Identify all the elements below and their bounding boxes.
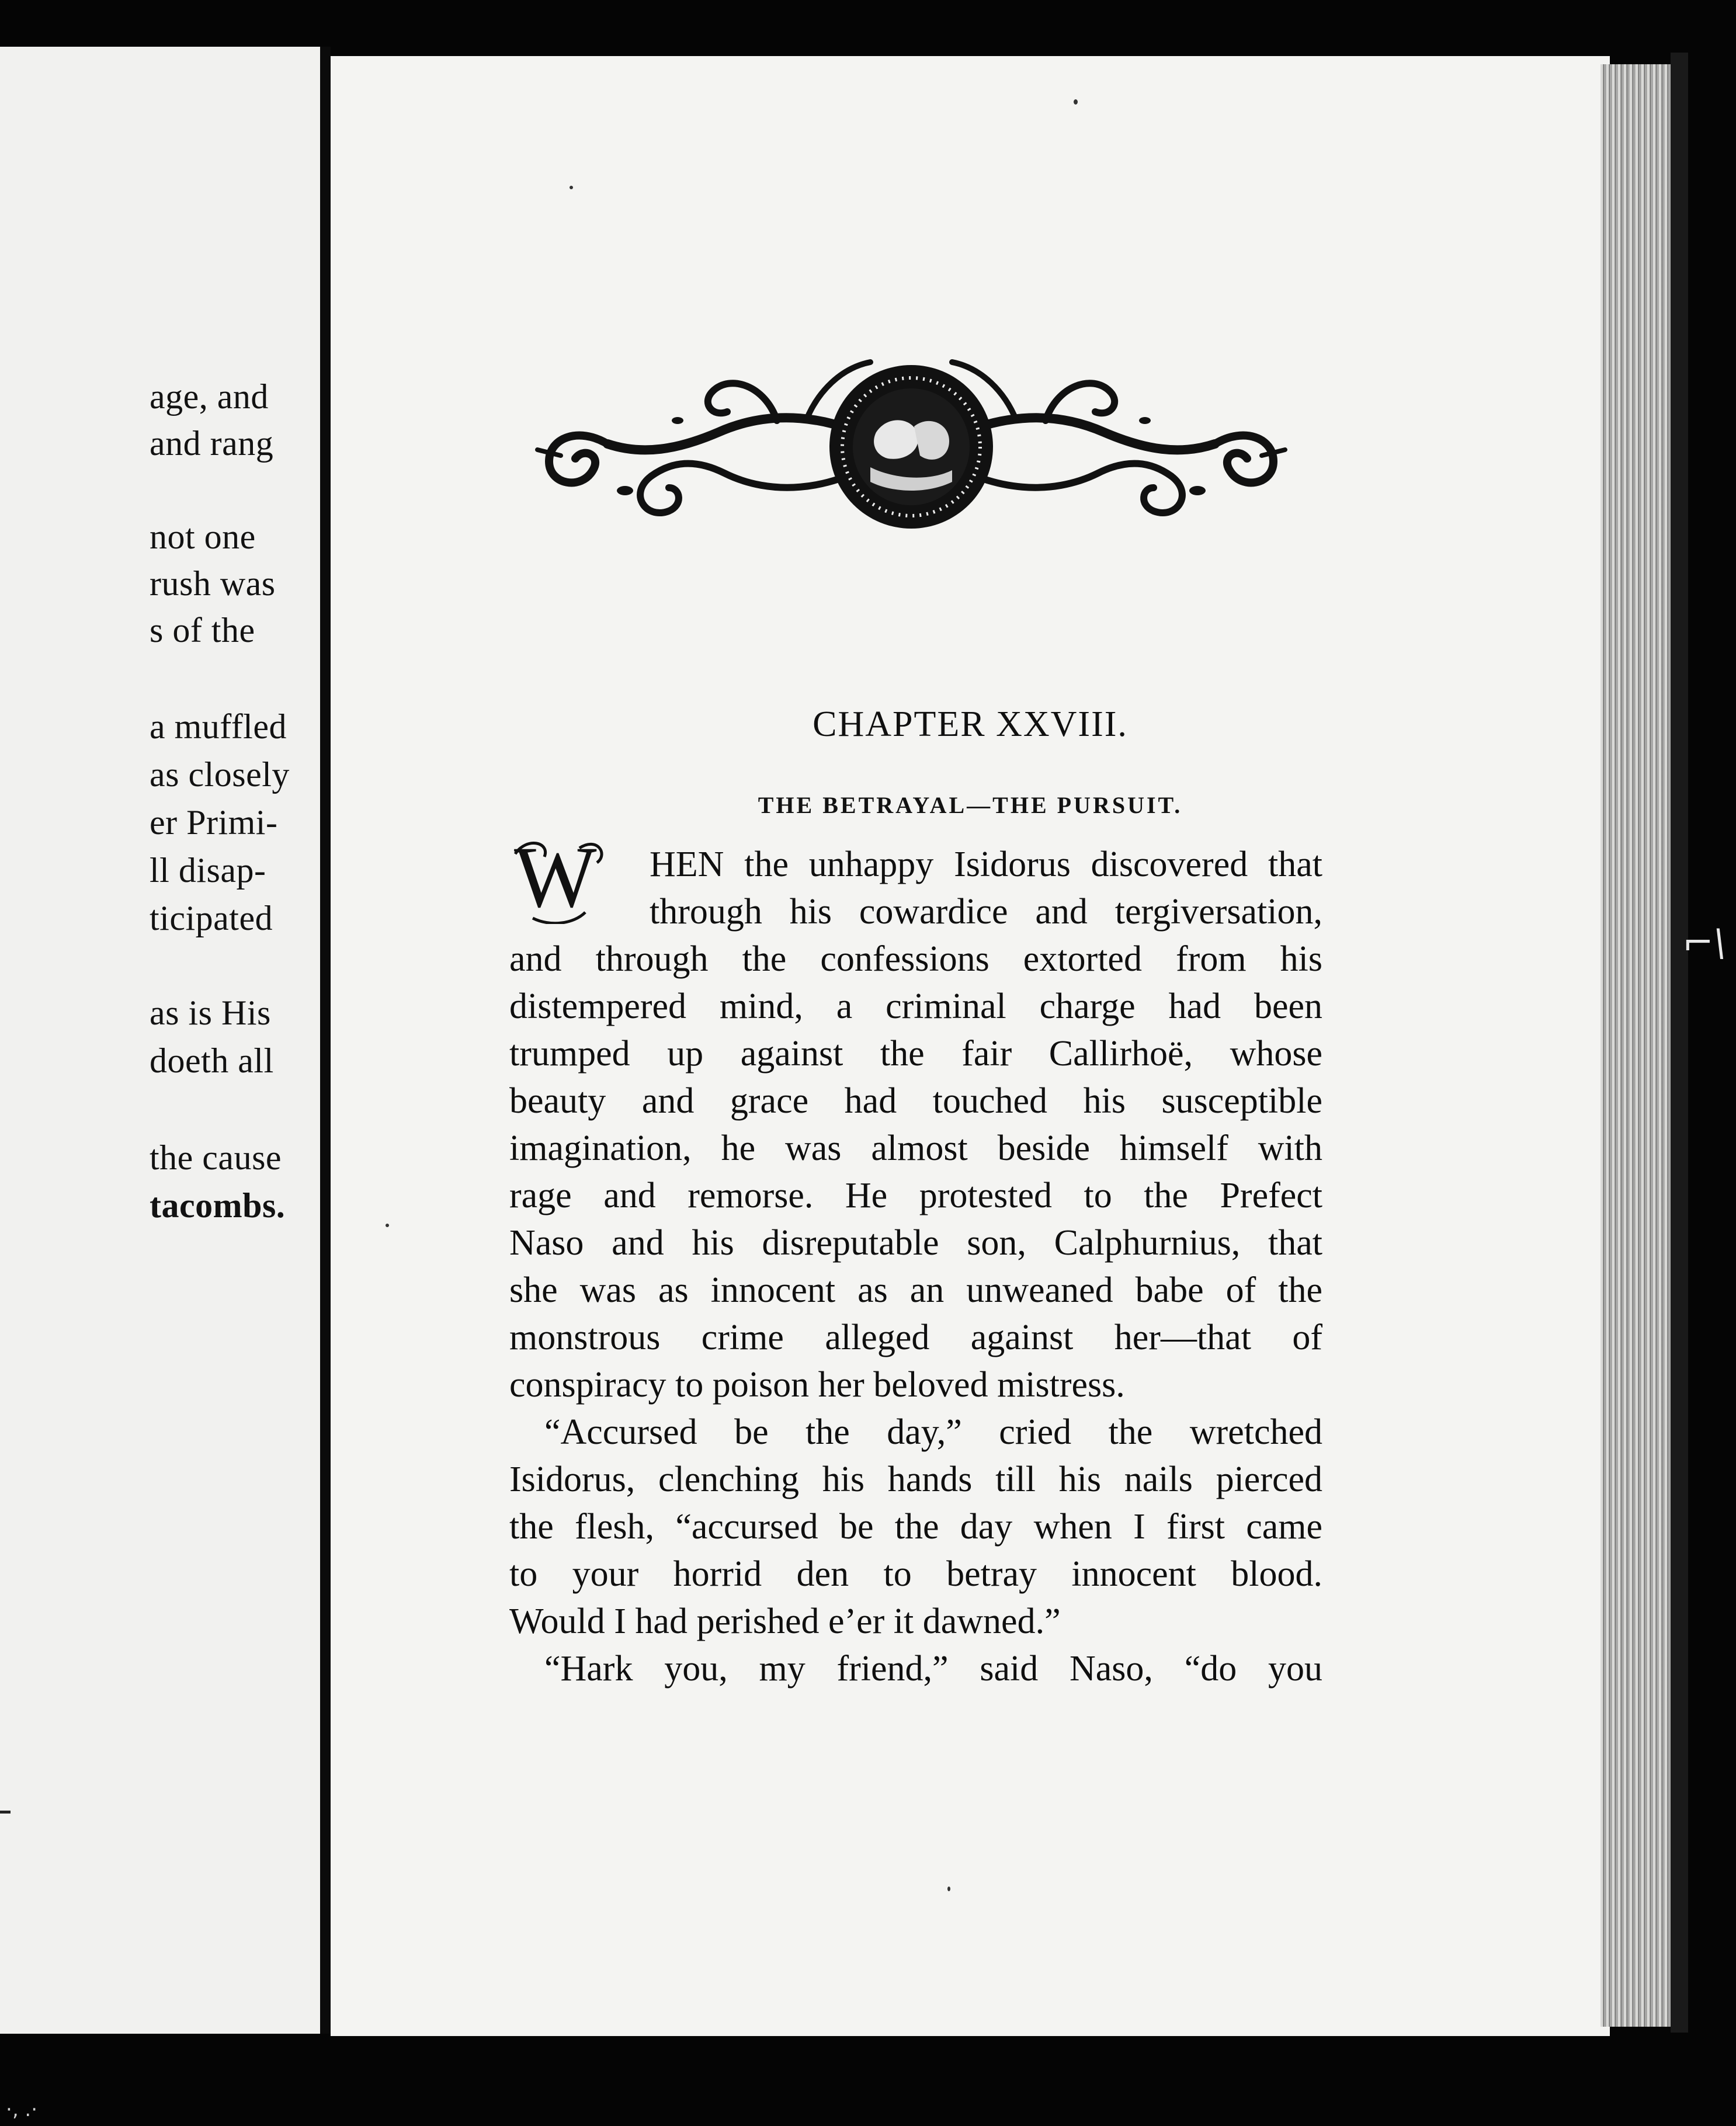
text-line: trumped up against the fair Callirhoë, whose [509,1034,1322,1074]
left-page-line: a muffled [150,707,287,746]
text-line: HEN the unhappy Isidorus discovered that [650,845,1322,884]
scan-artifact-icon: ·‚ .· [6,2098,38,2121]
left-page-line: doeth all [150,1041,274,1080]
text-line: “Hark you, my friend,” said Naso, “do you [544,1649,1322,1689]
left-page-line: as closely [150,755,290,794]
chapter-title: CHAPTER XXVIII. [813,704,1128,744]
left-page-line: the cause [150,1138,282,1177]
left-facing-page [0,47,320,2034]
text-line: she was as innocent as an unweaned babe of the [509,1270,1322,1310]
text-line: conspiracy to poison her beloved mistress. [509,1365,1125,1405]
left-page-line: age, and [150,377,269,416]
left-page-line: as is His [150,993,271,1032]
text-line: the flesh, “accursed be the day when I first came [509,1507,1322,1547]
page-edges [1600,64,1671,2027]
ink-speck [570,186,573,189]
left-page-line: tacombs. [150,1186,286,1225]
ink-speck [386,1224,389,1227]
left-page-line: not one [150,517,256,556]
left-page-line: ticipated [150,899,273,937]
text-line: beauty and grace had touched his susceptible [509,1081,1322,1121]
text-line: imagination, he was almost beside himself with [509,1128,1322,1168]
text-line: through his cowardice and tergiversation, [650,892,1322,932]
text-line: “Accursed be the day,” cried the wretched [544,1412,1322,1452]
text-line: Isidorus, clenching his hands till his nails pierced [509,1460,1322,1499]
left-page-line: er Primi- [150,803,278,842]
text-line: Naso and his disreputable son, Calphurnius, that [509,1223,1322,1263]
text-line: rage and remorse. He protested to the Prefect [509,1176,1322,1215]
chapter-body [509,841,1322,1693]
svg-text:W: W [514,831,597,924]
left-page-line: s of the [150,611,255,649]
text-line: and through the confessions extorted from his [509,939,1322,979]
text-line: distempered mind, a criminal charge had been [509,986,1322,1026]
text-line: monstrous crime alleged against her—that of [509,1318,1322,1357]
left-page-line: rush was [150,564,276,603]
floral-headpiece-icon [526,345,1297,532]
text-line: Would I had perished e’er it dawned.” [509,1602,1061,1641]
left-page-line: and rang [150,424,274,463]
text-line: to your horrid den to betray innocent blood. [509,1554,1322,1594]
margin-mark [0,1811,11,1814]
book-gutter [320,47,331,2034]
ink-speck [1074,99,1078,105]
cover-edge [1671,53,1688,2033]
edge-mark-icon: ⌐\ [1682,922,1727,965]
ink-speck [947,1887,950,1891]
chapter-subtitle: THE BETRAYAL—THE PURSUIT. [758,792,1183,818]
left-page-line: ll disap- [150,851,266,890]
